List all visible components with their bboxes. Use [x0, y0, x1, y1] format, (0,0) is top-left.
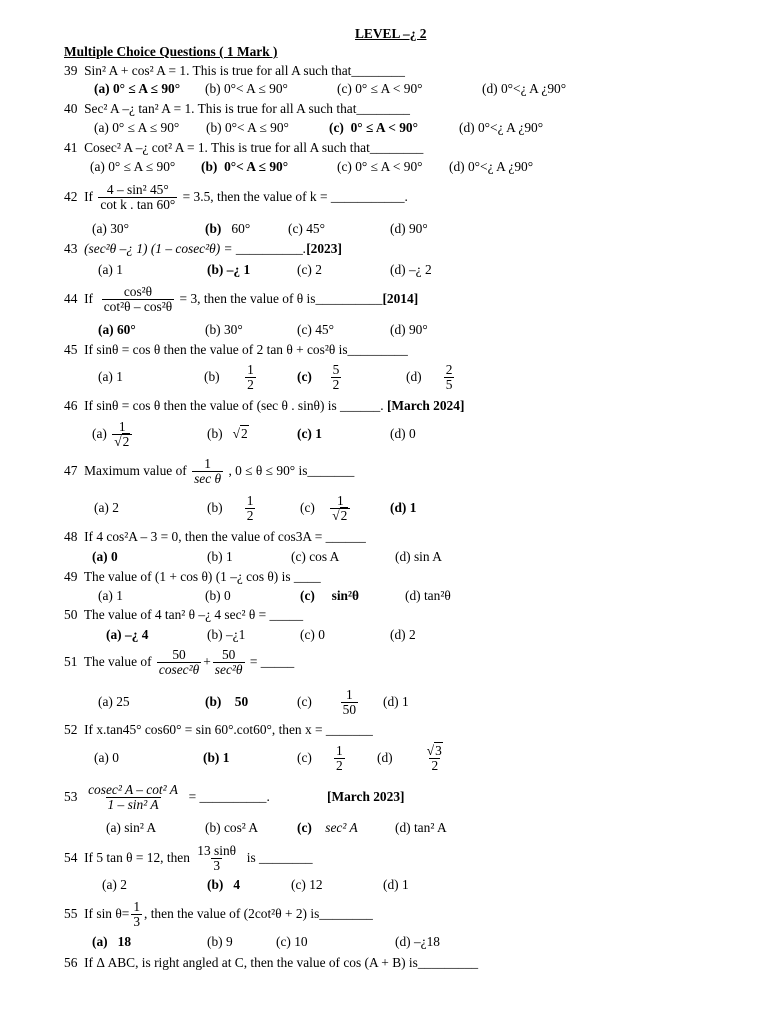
option-53-d: (d) tan² A — [395, 820, 447, 835]
option-44-c: (c) 45° — [297, 322, 334, 337]
option-51-d: (d) 1 — [383, 694, 409, 709]
option-40-c: (c) 0° ≤ A < 90° — [329, 120, 418, 135]
option-47-a: (a) 2 — [94, 500, 119, 515]
option-45-a: (a) 1 — [98, 369, 123, 384]
option-40-b: (b) 0°< A ≤ 90° — [206, 120, 289, 135]
option-55-b: (b) 9 — [207, 934, 233, 949]
option-50-b: (b) –¿1 — [207, 627, 246, 642]
option-39-b: (b) 0°< A ≤ 90° — [205, 81, 288, 96]
option-50-d: (d) 2 — [390, 627, 416, 642]
option-39-d: (d) 0°<¿ A ¿90° — [482, 81, 567, 96]
option-46-b: (b) √2 — [207, 426, 248, 441]
question-41: 41 Cosec² A –¿ cot² A = 1. This is true for all A such that________ — [64, 140, 424, 155]
question-51: 51 The value of $\frac{50}{\text{cosec²θ}}$ + $\frac{50}{\text{sec²θ}}$ = _____ — [64, 647, 295, 678]
option-53-a: (a) sin² A — [106, 820, 157, 835]
question-46: 46 If sinθ = cos θ then the value of (sec θ . sinθ) is ______. [March 2024] — [64, 398, 465, 413]
section-title: Multiple Choice Questions ( 1 Mark ) — [64, 44, 278, 59]
level-title: LEVEL –¿ 2 — [355, 26, 427, 41]
option-44-a: (a) 60° — [98, 322, 136, 337]
option-41-d: (d) 0°<¿ A ¿90° — [449, 159, 534, 174]
option-39-a: (a) 0° ≤ A ≤ 90° — [94, 81, 181, 96]
option-47-c: (c) $\frac{1}{√2}$ — [300, 491, 352, 525]
option-43-a: (a) 1 — [98, 262, 123, 277]
option-55-d: (d) –¿18 — [395, 934, 440, 949]
option-42-d: (d) 90° — [390, 221, 428, 236]
option-46-d: (d) 0 — [390, 426, 416, 441]
option-40-a: (a) 0° ≤ A ≤ 90° — [94, 120, 180, 135]
option-45-d: (d) $\frac{2}{5}$ — [406, 362, 453, 393]
option-52-a: (a) 0 — [94, 750, 119, 765]
option-47-b: (b) $\frac{1}{2}$ — [207, 493, 254, 524]
option-49-b: (b) 0 — [205, 588, 231, 603]
question-44: 44 If $\frac{\text{cos²θ}}{\text{cot²θ – cos²θ}}$ = 3, then the value of θ is__________[2014] — [64, 284, 419, 315]
option-50-a: (a) –¿ 4 — [106, 627, 149, 642]
option-54-d: (d) 1 — [383, 877, 409, 892]
option-40-d: (d) 0°<¿ A ¿90° — [459, 120, 544, 135]
option-55-c: (c) 10 — [276, 934, 308, 949]
option-51-b: (b) 50 — [205, 694, 249, 709]
option-42-c: (c) 45° — [288, 221, 325, 236]
option-52-c: (c) $\frac{1}{2}$ — [297, 743, 343, 774]
option-42-a: (a) 30° — [92, 221, 129, 236]
question-53: 53 $\frac{\text{cosec² A – cot² A}}{\text{1 – sin² A}}$ = __________. — [64, 782, 270, 813]
option-44-b: (b) 30° — [205, 322, 243, 337]
option-39-c: (c) 0° ≤ A < 90° — [337, 81, 423, 96]
question-42: 42 If $\frac{\text{4 – sin² 45°}}{\text{cot k . tan 60°}}$ = 3.5, then the value of k = ___________. — [64, 182, 408, 213]
option-53-b: (b) cos² A — [205, 820, 259, 835]
option-54-b: (b) 4 — [207, 877, 241, 892]
option-54-c: (c) 12 — [291, 877, 323, 892]
option-48-b: (b) 1 — [207, 549, 233, 564]
option-48-c: (c) cos A — [291, 549, 340, 564]
question-55: 55 If sin θ= $\frac{1}{3}$ , then the value of (2cot²θ + 2) is________ — [64, 899, 373, 930]
option-45-b: (b) $\frac{1}{2}$ — [204, 362, 254, 393]
option-46-c: (c) 1 — [297, 426, 322, 441]
option-45-c: (c) $\frac{5}{2}$ — [297, 362, 340, 393]
option-48-d: (d) sin A — [395, 549, 442, 564]
fraction: $\frac{\text{cos²θ}}{\text{cot²θ – cos²θ}}$ — [103, 284, 173, 315]
question-45: 45 If sinθ = cos θ then the value of 2 tan θ + cos²θ is_________ — [64, 342, 408, 357]
question-48: 48 If 4 cos²A – 3 = 0, then the value of cos3A = ______ — [64, 529, 366, 544]
question-53-year: [March 2023] — [327, 789, 405, 804]
option-41-b: (b) 0°< A ≤ 90° — [201, 159, 289, 174]
option-49-a: (a) 1 — [98, 588, 123, 603]
option-43-c: (c) 2 — [297, 262, 322, 277]
option-42-b: (b) 60° — [205, 221, 251, 236]
question-47: 47 Maximum value of $\frac{1}{\text{sec θ}}$ , 0 ≤ θ ≤ 90° is_______ — [64, 456, 355, 487]
option-41-a: (a) 0° ≤ A ≤ 90° — [90, 159, 176, 174]
question-56: 56 If Δ ABC, is right angled at C, then the value of cos (A + B) is_________ — [64, 955, 479, 970]
option-43-b: (b) –¿ 1 — [207, 262, 251, 277]
question-39: 39 Sin² A + cos² A = 1. This is true for all A such that________ — [64, 63, 405, 78]
question-54: 54 If 5 tan θ = 12, then $\frac{13 \sin\theta}{3}$ is ________ — [64, 843, 313, 874]
question-40: 40 Sec² A –¿ tan² A = 1. This is true for all A such that________ — [64, 101, 410, 116]
option-52-b: (b) 1 — [203, 750, 230, 765]
option-51-c: (c) $\frac{1}{50}$ — [297, 687, 357, 718]
option-53-c: (c) sec² A — [297, 820, 358, 835]
question-49: 49 The value of (1 + cos θ) (1 –¿ cos θ) is ____ — [64, 569, 321, 584]
fraction: $\frac{\text{4 – sin² 45°}}{\text{cot k . tan 60°}}$ — [100, 182, 176, 213]
question-50: 50 The value of 4 tan² θ –¿ 4 sec² θ = _____ — [64, 607, 304, 622]
option-49-d: (d) tan²θ — [405, 588, 451, 603]
option-43-d: (d) –¿ 2 — [390, 262, 432, 277]
option-41-c: (c) 0° ≤ A < 90° — [337, 159, 423, 174]
option-49-c: (c) sin²θ — [300, 588, 360, 603]
option-54-a: (a) 2 — [102, 877, 127, 892]
option-52-d: (d) $\frac{√3}{2}$ — [377, 743, 442, 774]
option-44-d: (d) 90° — [390, 322, 428, 337]
option-51-a: (a) 25 — [98, 694, 130, 709]
question-52: 52 If x.tan45° cos60° = sin 60°.cot60°, then x = _______ — [64, 722, 373, 737]
option-48-a: (a) 0 — [92, 549, 118, 564]
option-47-d: (d) 1 — [390, 500, 417, 515]
option-50-c: (c) 0 — [300, 627, 325, 642]
option-46-a: (a) $\frac{1}{√2}$ — [92, 417, 134, 451]
question-43: 43 (sec²θ –¿ 1) (1 – cosec²θ) = __________.[2023] — [64, 241, 342, 256]
option-55-a: (a) 18 — [92, 934, 132, 949]
